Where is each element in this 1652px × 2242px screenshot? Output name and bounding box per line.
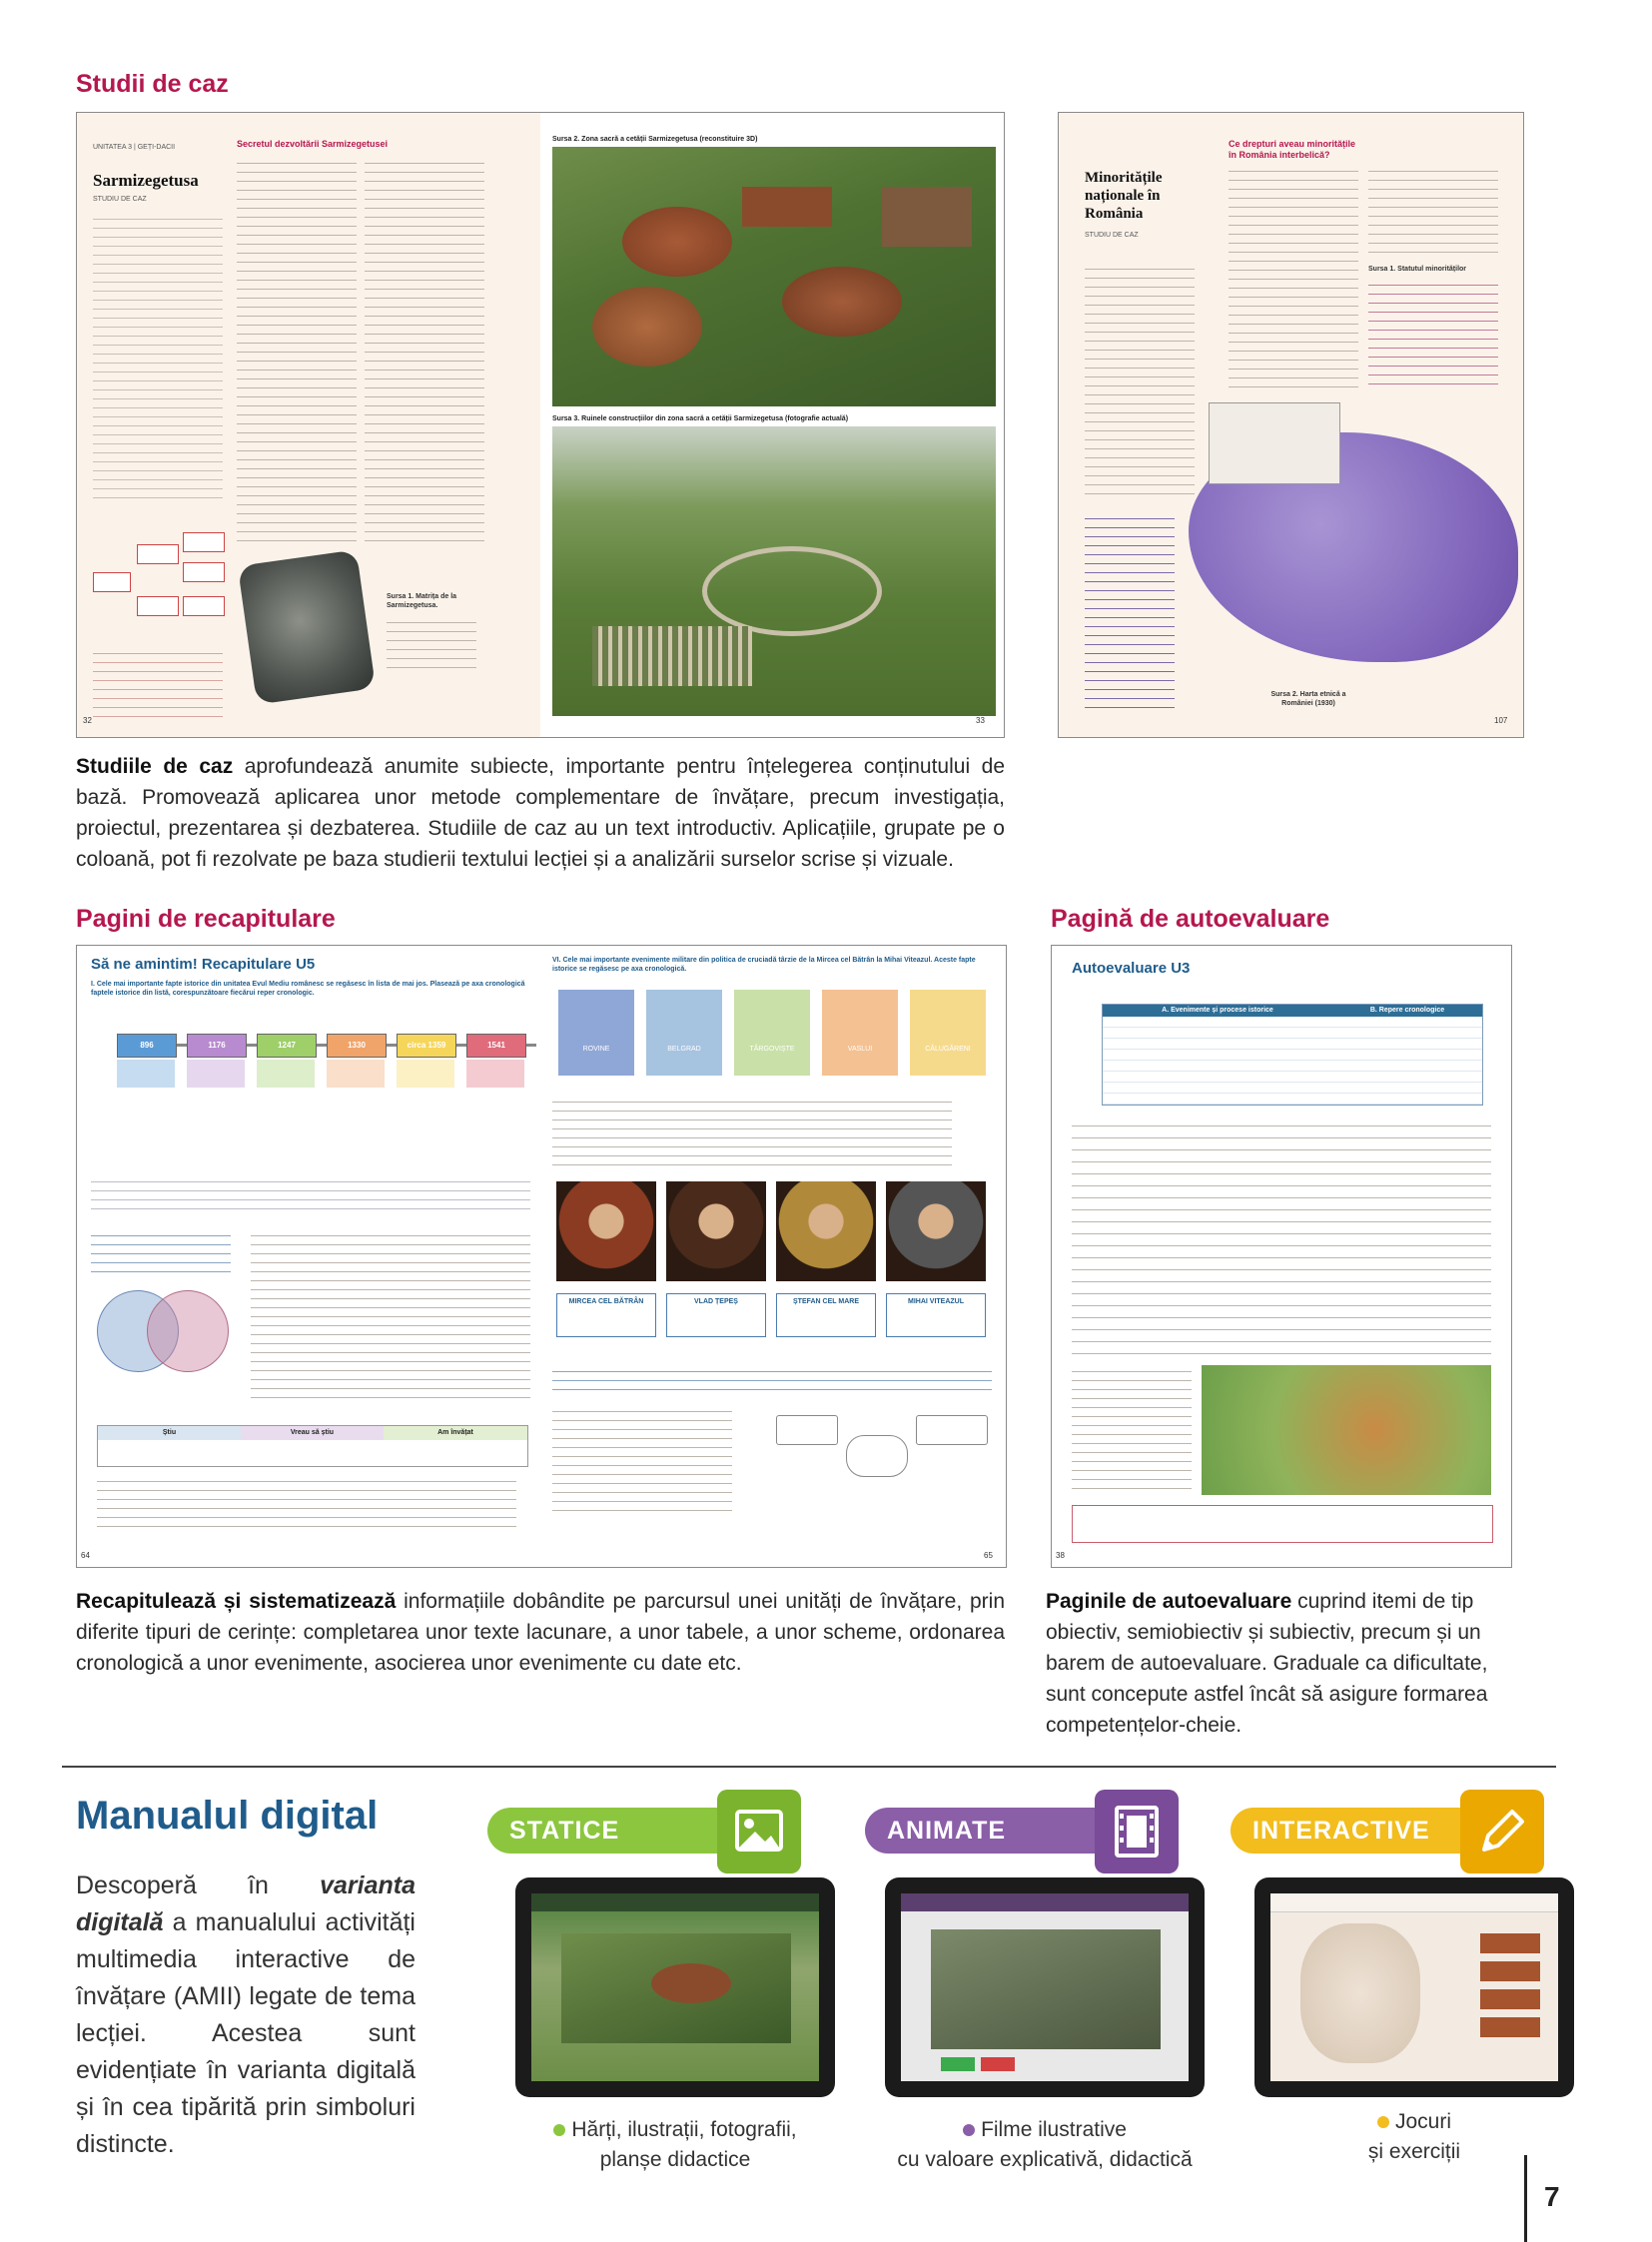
kwl-learned: Am învățat <box>384 1426 527 1440</box>
selfeval-rest: cuprind itemi de tip obiectiv, semiobiectiv și subiectiv, precum și un barem de autoevaluare. Graduale ca dificultate, sunt concepute astfel încât să asigure formarea competențelor-cheie. <box>1046 1590 1488 1737</box>
ruler-portrait <box>776 1181 876 1281</box>
image-icon <box>717 1790 801 1873</box>
recap-rest: informațiile dobândite pe parcursul unei unități de învățare, prin diferite tipuri de cerințe: completarea unor texte lacunare, a unor tabele, a unor scheme, ordonarea cronologică a unor evenimente, asocierea unor evenimente cu date etc. <box>76 1590 1005 1675</box>
minorities-page-thumbnail <box>1058 112 1524 738</box>
digital-title: Manualul digital <box>76 1794 379 1838</box>
caption-animated <box>855 2115 1235 2175</box>
minorities-page-number: 107 <box>1494 716 1508 725</box>
recap-page-right: 65 <box>984 1551 993 1560</box>
minorities-source1: Sursa 1. Statutul minorităților <box>1368 266 1467 273</box>
case-study-subtitle: STUDIU DE CAZ <box>93 196 147 203</box>
recap-q6: VI. Cele mai importante evenimente militare din politica de cruciadă târzie de la Mircea cel Bătrân la Mihai Viteazul. Aceste fapte istorice se regăsesc pe axa cronologică. <box>552 957 976 973</box>
selfeval-title: Autoevaluare U3 <box>1072 960 1191 977</box>
animated-dot <box>963 2124 975 2136</box>
selfeval-page-thumbnail <box>1051 945 1512 1568</box>
ruins-photo <box>552 426 996 716</box>
recap-lead: Recapitulează și sistematizează <box>76 1590 397 1613</box>
selfeval-col-a: A. Evenimente și procese istorice <box>1103 1005 1332 1017</box>
animated-caption-1: Filme ilustrative <box>981 2118 1127 2141</box>
crusade-event-box: ROVINE <box>558 990 634 1076</box>
page-number-rule <box>1524 2155 1527 2242</box>
unit-label: UNITATEA 3 | GEȚI-DACII <box>93 144 176 151</box>
scoring-table <box>1072 1505 1493 1543</box>
source2-caption: Sursa 2. Zona sacră a cetății Sarmizegetusa (reconstituire 3D) <box>552 136 758 143</box>
static-caption-2: planșe didactice <box>599 2148 751 2171</box>
ruler-label-box: ȘTEFAN CEL MARE <box>776 1293 876 1337</box>
mold-artifact-image <box>238 549 376 704</box>
ruler-label-box: VLAD ȚEPEȘ <box>666 1293 766 1337</box>
ruler-label-box: MIHAI VITEAZUL <box>886 1293 986 1337</box>
crusade-event-box: VASLUI <box>822 990 898 1076</box>
minorities-source2: Sursa 2. Harta etnică a României (1930) <box>1270 691 1346 707</box>
page-number-right: 33 <box>976 716 985 725</box>
year-box: 896 <box>117 1034 177 1058</box>
concept-scheme <box>93 532 223 632</box>
minorities-title: Minoritățile naționale în România <box>1085 170 1163 222</box>
minorities-subtitle: STUDIU DE CAZ <box>1085 232 1139 239</box>
case-study-spread-thumbnail <box>76 112 1005 738</box>
crusade-event-box: BELGRAD <box>646 990 722 1076</box>
year-box: 1176 <box>187 1034 247 1058</box>
static-dot <box>553 2124 565 2136</box>
year-box: circa 1359 <box>397 1034 456 1058</box>
digital-intro-em: varianta digitală <box>76 1871 415 1936</box>
rulers-portraits <box>552 1181 992 1341</box>
tablet-interactive <box>1254 1877 1574 2097</box>
kwl-know: Știu <box>98 1426 241 1440</box>
interactive-caption-2: și exerciții <box>1367 2140 1461 2163</box>
selfeval-lead: Paginile de autoevaluare <box>1046 1590 1292 1613</box>
animated-label: ANIMATE <box>887 1817 1007 1845</box>
minorities-heading: Ce drepturi aveau minoritățile în România interbelică? <box>1229 139 1356 160</box>
selfeval-description <box>1046 1586 1511 1741</box>
source3-caption: Sursa 3. Ruinele construcțiilor din zona sacră a cetății Sarmizegetusa (fotografie actuală) <box>552 415 849 422</box>
year-answer-pad <box>187 1060 245 1088</box>
source1-caption: Sursa 1. Matrița de la Sarmizegetusa. <box>387 593 457 609</box>
digital-intro-b: a manualului activități multimedia interactive de învățare (AMII) legate de tema lecției. Acestea sunt evidențiate în varianta digitală și în cea tipărită prin simboluri distincte. <box>76 1908 415 2158</box>
page-number: 7 <box>1544 2181 1560 2212</box>
crusade-event-box: TÂRGOVIȘTE <box>734 990 810 1076</box>
year-box: 1541 <box>466 1034 526 1058</box>
interactive-label: INTERACTIVE <box>1252 1817 1430 1845</box>
case-study-heading: Secretul dezvoltării Sarmizegetusei <box>237 139 389 149</box>
section-title-case-studies: Studii de caz <box>76 70 229 98</box>
digital-intro <box>76 1868 415 2163</box>
intro-text-block <box>93 213 223 502</box>
page-number-left: 32 <box>83 716 92 725</box>
interactive-dot <box>1377 2116 1389 2128</box>
year-answer-pad <box>466 1060 524 1088</box>
year-box: 1330 <box>327 1034 387 1058</box>
year-answer-pad <box>327 1060 385 1088</box>
kwl-want: Vreau să știu <box>241 1426 384 1440</box>
ruler-portrait <box>556 1181 656 1281</box>
tablet-animated <box>885 1877 1205 2097</box>
caption-static <box>515 2115 835 2175</box>
year-box: 1247 <box>257 1034 317 1058</box>
year-answer-pad <box>117 1060 175 1088</box>
year-answer-pad <box>397 1060 454 1088</box>
section-title-selfeval: Pagină de autoevaluare <box>1051 905 1330 933</box>
year-answer-pad <box>257 1060 315 1088</box>
selfeval-matching-table <box>1102 1004 1483 1106</box>
static-label: STATICE <box>509 1817 620 1845</box>
selfeval-page-number: 38 <box>1056 1551 1065 1560</box>
section-title-recap: Pagini de recapitulare <box>76 905 336 933</box>
crusade-event-box: CĂLUGĂRENI <box>910 990 986 1076</box>
recap-title: Să ne amintim! Recapitulare U5 <box>91 956 316 973</box>
pencil-icon <box>1460 1790 1544 1873</box>
section-divider <box>62 1766 1556 1768</box>
year-timeline <box>117 1020 536 1090</box>
reconstruction-3d-image <box>552 147 996 406</box>
case-study-title: Sarmizegetusa <box>93 171 199 190</box>
crusade-events-row <box>552 990 992 1080</box>
ruler-portrait <box>666 1181 766 1281</box>
case-study-lead: Studiile de caz <box>76 755 234 778</box>
recap-description <box>76 1586 1005 1679</box>
recap-page-left: 64 <box>81 1551 90 1560</box>
ruler-portrait <box>886 1181 986 1281</box>
ruler-label-box: MIRCEA CEL BĂTRÂN <box>556 1293 656 1337</box>
selfeval-col-b: B. Repere cronologice <box>1332 1005 1482 1017</box>
digital-intro-a: Descoperă în <box>76 1871 321 1899</box>
animated-caption-2: cu valoare explicativă, didactică <box>897 2148 1193 2171</box>
film-icon <box>1095 1790 1179 1873</box>
relief-map <box>1202 1365 1491 1495</box>
recap-spread-thumbnail <box>76 945 1007 1568</box>
tablet-static <box>515 1877 835 2097</box>
case-study-description <box>76 751 1005 875</box>
case-study-rest: aprofundează anumite subiecte, importante pentru înțelegerea conținutului de bază. Promovează aplicarea unor metode complementare de învățare, precum investigația, proiectul, prezentarea și dezbaterea. Studiile de caz au un text introductiv. Aplicațiile, grupate pe o coloană, pot fi rezolvate pe baza studierii textului lecției și a analizării surselor scrise și vizuale. <box>76 755 1005 871</box>
ethnic-map-romania <box>1189 402 1518 682</box>
venn-right-circle <box>147 1290 229 1372</box>
kwl-table <box>97 1425 528 1467</box>
interactive-caption-1: Jocuri <box>1394 2110 1452 2133</box>
recap-q1: I. Cele mai importante fapte istorice din unitatea Evul Mediu românesc se regăsesc în lista de mai jos. Plasează pe axa cronologică faptele istorice din listă, corespunzătoare fiecărui reper cronologic. <box>91 981 525 997</box>
static-caption-1: Hărți, ilustrații, fotografii, <box>571 2118 797 2141</box>
